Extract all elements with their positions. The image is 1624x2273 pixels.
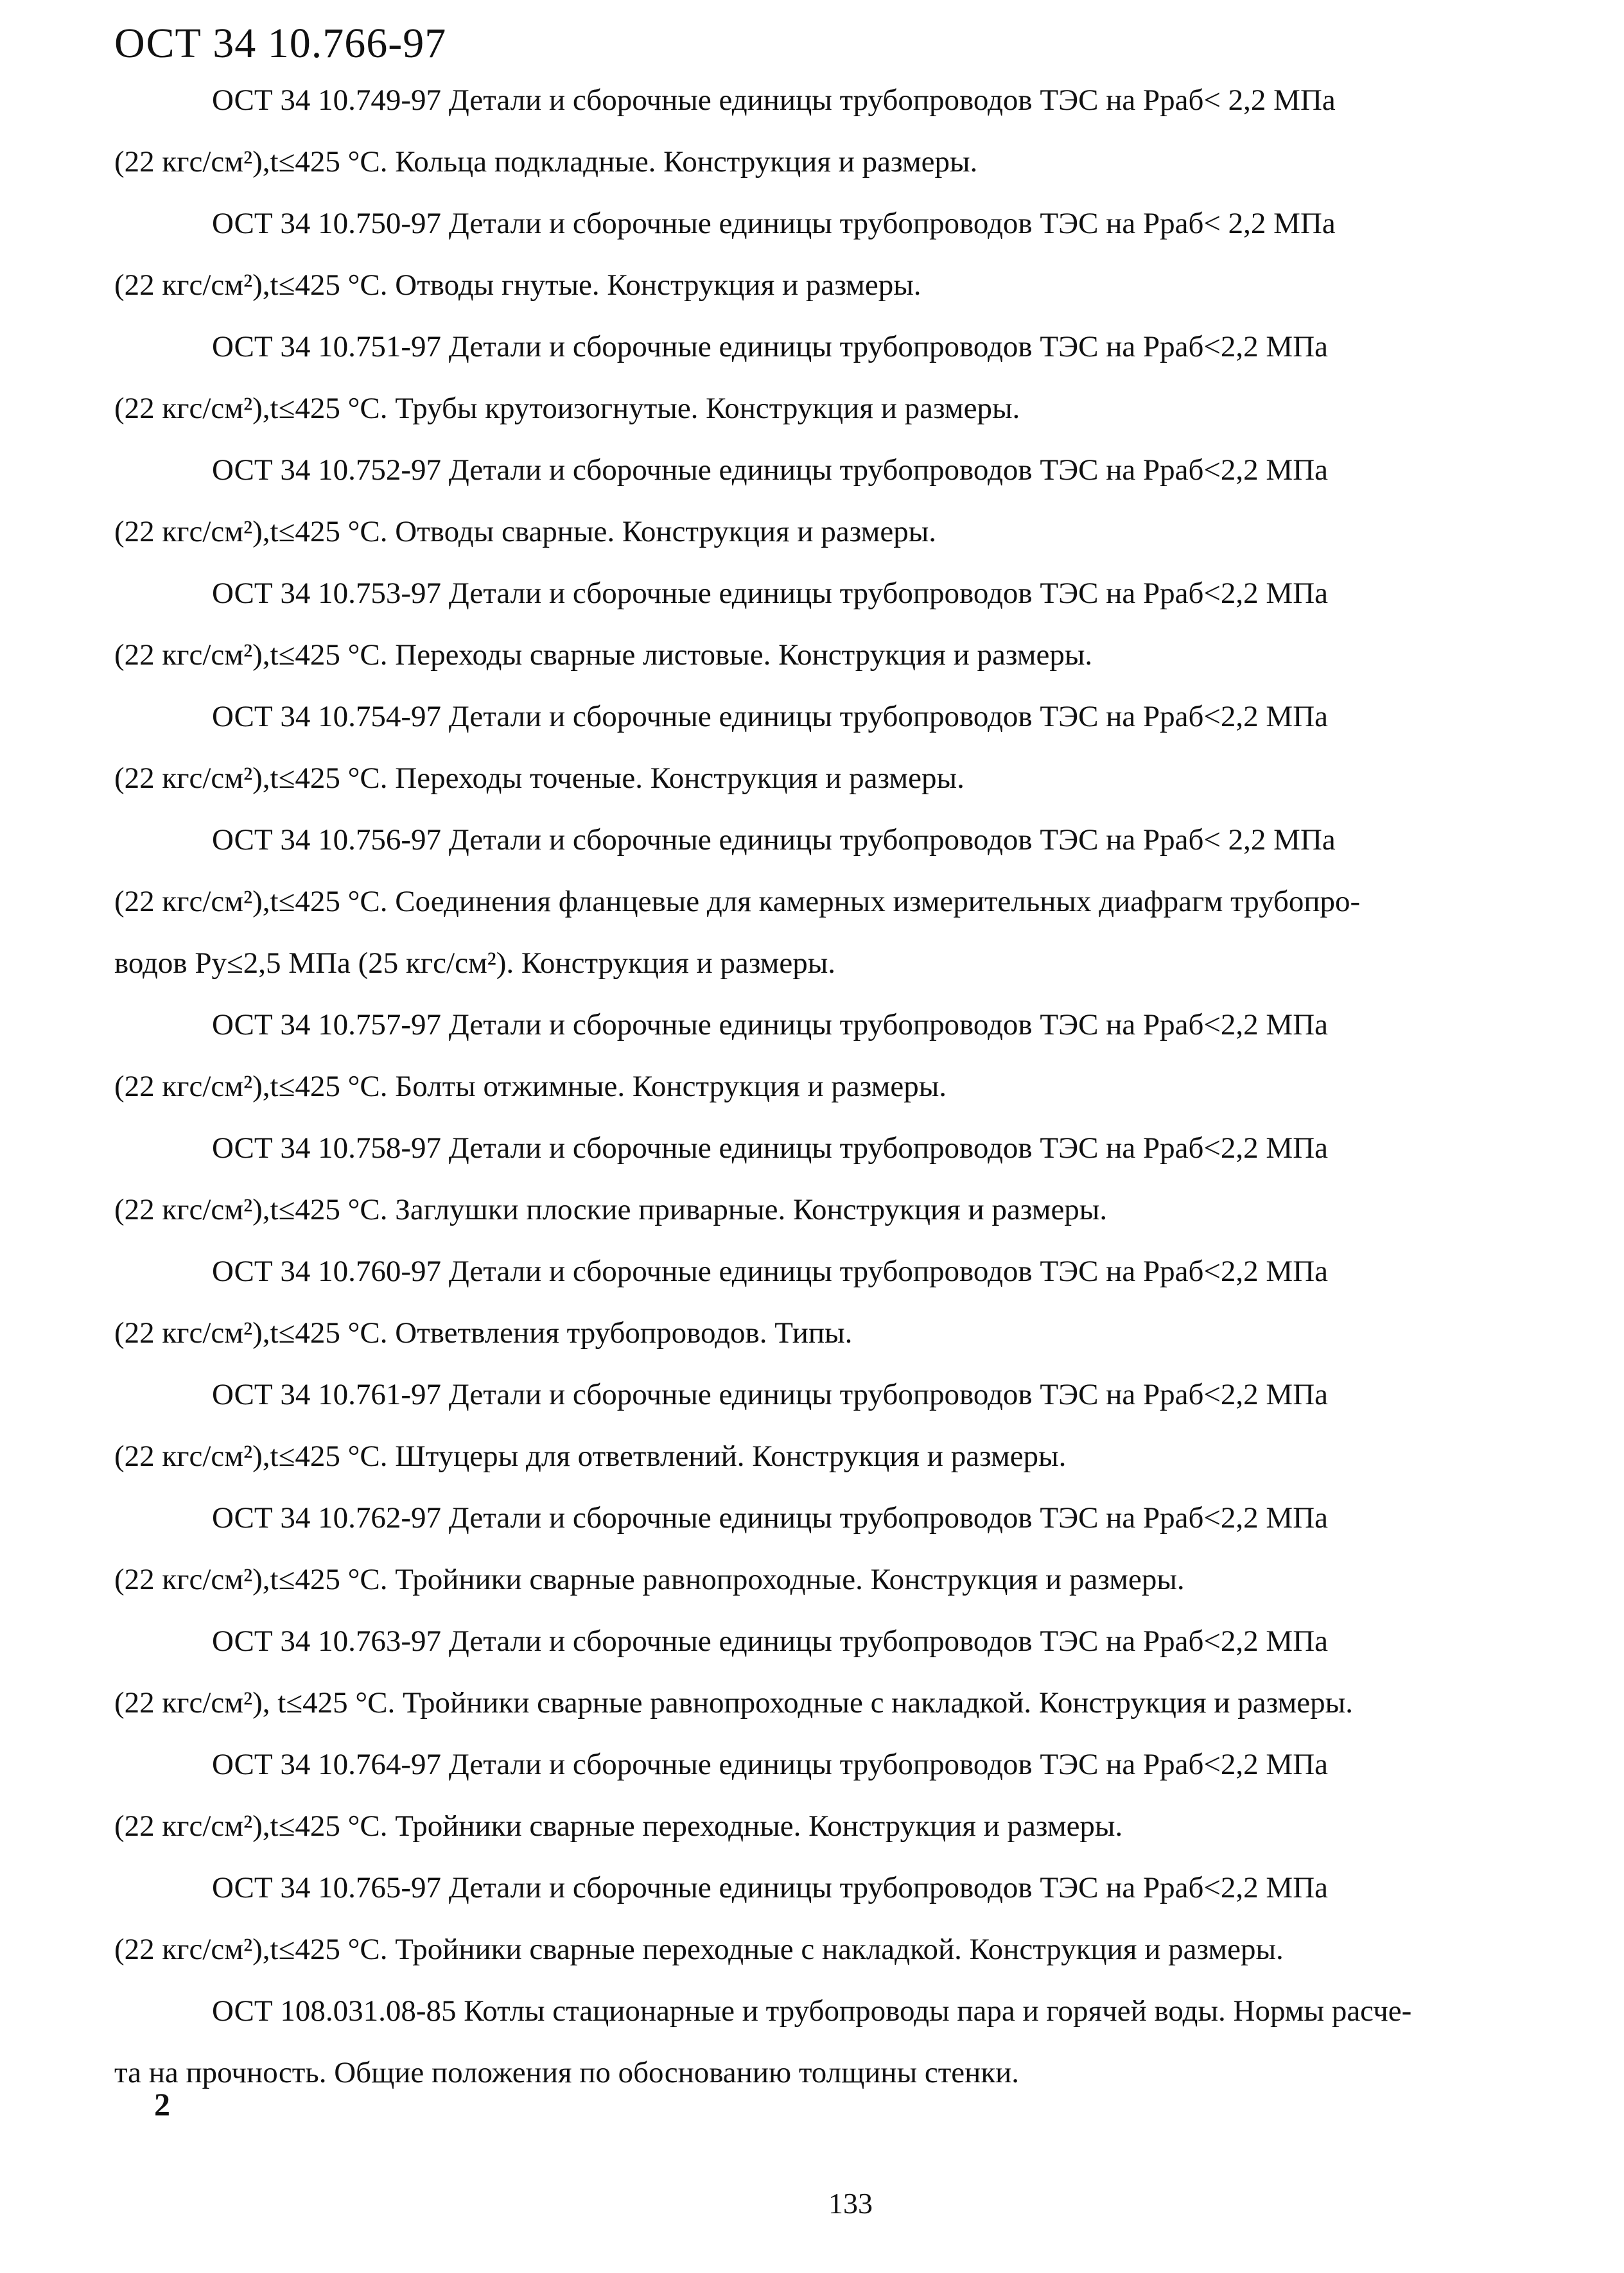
- reference-continuation-line: (22 кгс/см²),t≤425 °С. Тройники сварные переходные. Конструкция и размеры.: [114, 1809, 1123, 1843]
- reference-entry: [114, 439, 1540, 562]
- reference-continuation-line: (22 кгс/см²),t≤425 °С. Переходы точеные. Конструкция и размеры.: [114, 762, 965, 795]
- reference-continuation-line: (22 кгс/см²),t≤425 °С. Тройники сварные переходные с накладкой. Конструкция и размеры.: [114, 1933, 1284, 1966]
- reference-entry: [114, 193, 1540, 316]
- reference-title-line: ОСТ 34 10.751-97 Детали и сборочные единицы трубопроводов ТЭС на Рраб<2,2 МПа: [212, 330, 1328, 363]
- reference-title-line: ОСТ 34 10.753-97 Детали и сборочные единицы трубопроводов ТЭС на Рраб<2,2 МПа: [212, 577, 1328, 610]
- reference-title-line: ОСТ 34 10.750-97 Детали и сборочные единицы трубопроводов ТЭС на Рраб< 2,2 МПа: [212, 207, 1336, 240]
- reference-continuation-line: (22 кгс/см²),t≤425 °С. Болты отжимные. Конструкция и размеры.: [114, 1070, 947, 1103]
- section-number: 2: [154, 2086, 170, 2122]
- reference-title-line: ОСТ 34 10.761-97 Детали и сборочные единицы трубопроводов ТЭС на Рраб<2,2 МПа: [212, 1378, 1328, 1411]
- reference-continuation-line: водов Ру≤2,5 МПа (25 кгс/см²). Конструкция и размеры.: [114, 946, 836, 980]
- reference-title-line: ОСТ 34 10.765-97 Детали и сборочные единицы трубопроводов ТЭС на Рраб<2,2 МПа: [212, 1871, 1328, 1904]
- reference-continuation-line: (22 кгс/см²),t≤425 °С. Соединения фланцевые для камерных измерительных диафрагм трубопро-: [114, 885, 1361, 918]
- reference-title-line: ОСТ 34 10.758-97 Детали и сборочные единицы трубопроводов ТЭС на Рраб<2,2 МПа: [212, 1131, 1328, 1165]
- reference-continuation-line: (22 кгс/см²),t≤425 °С. Переходы сварные листовые. Конструкция и размеры.: [114, 638, 1093, 672]
- reference-continuation-line: (22 кгс/см²),t≤425 °С. Кольца подкладные. Конструкция и размеры.: [114, 145, 978, 179]
- reference-entry: [114, 1241, 1540, 1364]
- reference-entry: [114, 316, 1540, 439]
- reference-entry: [114, 809, 1540, 994]
- reference-continuation-line: (22 кгс/см²),t≤425 °С. Трубы крутоизогнутые. Конструкция и размеры.: [114, 392, 1020, 425]
- reference-entry: [114, 1857, 1540, 1980]
- reference-title-line: ОСТ 34 10.749-97 Детали и сборочные единицы трубопроводов ТЭС на Рраб< 2,2 МПа: [212, 83, 1336, 117]
- reference-continuation-line: (22 кгс/см²),t≤425 °С. Ответвления трубопроводов. Типы.: [114, 1316, 853, 1350]
- reference-title-line: ОСТ 34 10.756-97 Детали и сборочные единицы трубопроводов ТЭС на Рраб< 2,2 МПа: [212, 823, 1336, 857]
- reference-entry: [114, 686, 1540, 809]
- page-number: 133: [828, 2187, 873, 2220]
- reference-continuation-line: (22 кгс/см²),t≤425 °С. Штуцеры для ответвлений. Конструкция и размеры.: [114, 1440, 1067, 1473]
- reference-continuation-line: та на прочность. Общие положения по обоснованию толщины стенки.: [114, 2056, 1020, 2089]
- reference-continuation-line: (22 кгс/см²),t≤425 °С. Отводы сварные. Конструкция и размеры.: [114, 515, 937, 548]
- reference-title-line: ОСТ 34 10.757-97 Детали и сборочные единицы трубопроводов ТЭС на Рраб<2,2 МПа: [212, 1008, 1328, 1041]
- reference-entry: [114, 1734, 1540, 1857]
- reference-entry: [114, 1980, 1540, 2103]
- normative-references-list: [114, 69, 1540, 2103]
- reference-entry: [114, 1610, 1540, 1734]
- reference-continuation-line: (22 кгс/см²),t≤425 °С. Тройники сварные равнопроходные. Конструкция и размеры.: [114, 1563, 1185, 1596]
- document-code-header: ОСТ 34 10.766-97: [114, 20, 447, 67]
- reference-entry: [114, 994, 1540, 1117]
- reference-continuation-line: (22 кгс/см²),t≤425 °С. Отводы гнутые. Конструкция и размеры.: [114, 268, 921, 302]
- reference-entry: [114, 562, 1540, 686]
- reference-title-line: ОСТ 34 10.763-97 Детали и сборочные единицы трубопроводов ТЭС на Рраб<2,2 МПа: [212, 1624, 1328, 1658]
- reference-entry: [114, 1487, 1540, 1610]
- reference-entry: [114, 69, 1540, 193]
- reference-title-line: ОСТ 34 10.764-97 Детали и сборочные единицы трубопроводов ТЭС на Рраб<2,2 МПа: [212, 1748, 1328, 1781]
- reference-title-line: ОСТ 34 10.760-97 Детали и сборочные единицы трубопроводов ТЭС на Рраб<2,2 МПа: [212, 1255, 1328, 1288]
- reference-title-line: ОСТ 34 10.762-97 Детали и сборочные единицы трубопроводов ТЭС на Рраб<2,2 МПа: [212, 1501, 1328, 1535]
- reference-continuation-line: (22 кгс/см²),t≤425 °С. Заглушки плоские приварные. Конструкция и размеры.: [114, 1193, 1108, 1226]
- reference-title-line: ОСТ 34 10.754-97 Детали и сборочные единицы трубопроводов ТЭС на Рраб<2,2 МПа: [212, 700, 1328, 733]
- reference-entry: [114, 1117, 1540, 1241]
- reference-continuation-line: (22 кгс/см²), t≤425 °С. Тройники сварные равнопроходные с накладкой. Конструкция и размеры.: [114, 1686, 1353, 1720]
- reference-title-line: ОСТ 108.031.08-85 Котлы стационарные и трубопроводы пара и горячей воды. Нормы расче-: [212, 1994, 1412, 2028]
- reference-entry: [114, 1364, 1540, 1487]
- reference-title-line: ОСТ 34 10.752-97 Детали и сборочные единицы трубопроводов ТЭС на Рраб<2,2 МПа: [212, 453, 1328, 487]
